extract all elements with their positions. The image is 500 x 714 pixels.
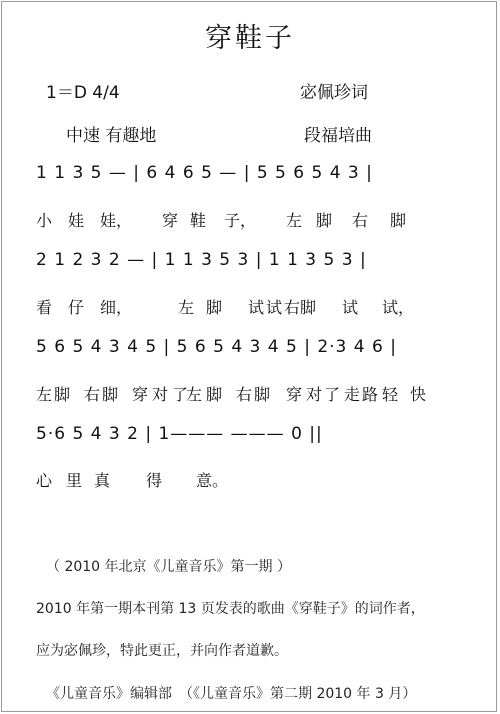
lyric-char: 试 <box>266 298 283 317</box>
lyric-char: 真 <box>94 471 111 490</box>
lyric-char: 娃， <box>100 211 133 230</box>
lyric-char: 意。 <box>196 471 229 490</box>
lyric-char: 快 <box>410 385 427 404</box>
lyric-char: 脚 <box>54 385 71 404</box>
notation-line-2: 2 1 2 3 2 — | 1 1 3 5 3 | 1 1 3 5 3 | <box>36 250 367 270</box>
lyric-char: 右 <box>352 211 369 230</box>
lyric-char: 脚 <box>102 385 119 404</box>
lyric-char: 试 <box>248 298 265 317</box>
lyric-char: 轻 <box>382 385 399 404</box>
lyric-char: 对 <box>306 385 323 404</box>
composer-credit: 段福培曲 <box>304 126 372 146</box>
lyric-char: 仔 <box>68 298 85 317</box>
lyric-char: 左 <box>286 211 303 230</box>
lyric-char: 左 <box>36 385 53 404</box>
lyric-char: 鞋 <box>190 211 207 230</box>
notation-line-1: 1 1 3 5 — | 6 4 6 5 — | 5 5 6 5 4 3 | <box>36 163 373 183</box>
lyric-char: 穿 <box>132 385 149 404</box>
notation-line-4: 5·6 5 4 3 2 | 1——— ——— 0 || <box>36 424 323 444</box>
lyric-char: 左 <box>186 385 203 404</box>
lyric-char: 试 <box>342 298 359 317</box>
correction-notice-line-1: 2010 年第一期本刊第 13 页发表的歌曲《穿鞋子》的词作者， <box>36 601 425 617</box>
lyric-char: 脚 <box>206 385 223 404</box>
lyric-char: 脚 <box>206 298 223 317</box>
tempo-marking: 中速 有趣地 <box>66 126 157 146</box>
lyric-char: 看 <box>36 298 53 317</box>
editorial-signature: 《儿童音乐》编辑部 （《儿童音乐》第二期 2010 年 3 月） <box>46 686 417 702</box>
lyric-char: 穿 <box>162 211 179 230</box>
key-signature: 1＝D 4/4 <box>46 83 120 103</box>
lyric-char: 了 <box>324 385 341 404</box>
source-citation: （ 2010 年北京《儿童音乐》第一期 ） <box>46 559 291 575</box>
lyric-char: 脚 <box>300 298 317 317</box>
lyric-char: 右 <box>236 385 253 404</box>
lyric-char: 细， <box>100 298 133 317</box>
lyric-char: 心 <box>36 471 53 490</box>
notation-line-3: 5 6 5 4 3 4 5 | 5 6 5 4 3 4 5 | 2·3 4 6 | <box>36 337 397 357</box>
lyric-char: 脚 <box>390 211 407 230</box>
correction-notice-line-2: 应为宓佩珍，特此更正，并向作者道歉。 <box>36 643 288 659</box>
lyric-char: 得 <box>146 471 163 490</box>
lyric-char: 走 <box>344 385 361 404</box>
lyric-char: 娃 <box>68 211 85 230</box>
lyric-char: 试， <box>382 298 415 317</box>
lyric-char: 穿 <box>286 385 303 404</box>
lyric-char: 对 <box>152 385 169 404</box>
lyric-char: 右 <box>84 385 101 404</box>
song-title: 穿鞋子 <box>205 23 295 54</box>
lyric-char: 了 <box>172 385 189 404</box>
lyric-char: 脚 <box>254 385 271 404</box>
lyric-char: 里 <box>66 471 83 490</box>
lyric-char: 小 <box>36 211 53 230</box>
lyric-char: 子， <box>224 211 257 230</box>
lyricist-credit: 宓佩珍词 <box>300 83 368 103</box>
lyric-char: 路 <box>362 385 379 404</box>
lyric-char: 右 <box>284 298 301 317</box>
lyric-char: 脚 <box>316 211 333 230</box>
lyric-char: 左 <box>178 298 195 317</box>
